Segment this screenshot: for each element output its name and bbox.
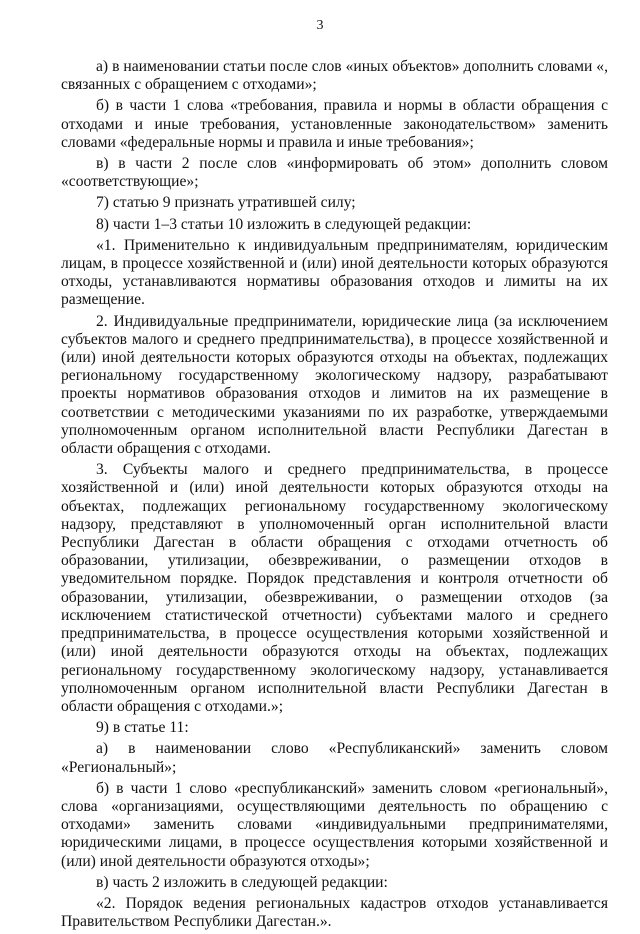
paragraph: в) в части 2 после слов «информировать об этом» дополнить словом «соответствующие»;: [61, 155, 608, 191]
paragraph: 3. Субъекты малого и среднего предпринимательства, в процессе хозяйственной и (или) иной деятельности которых образуются отходы на объектах, подлежащих региональному государственному экологическому надзору, представляют в уполномоченный орган исполнительной власти Республики Дагестан в области обращения с отходами отчетность об образовании, утилизации, обезвреживании, о размещении отходов в уведомительном порядке. Порядок представления и контроля отчетности об образовании, утилизации, обезвреживании, о размещении отходов (за исключением статистической отчетности) субъектами малого и среднего предпринимательства, в процессе осуществления которыми хозяйственной и (или) иной деятельности образуются отходы на объектах, подлежащих региональному государственному экологическому надзору, устанавливается уполномоченным органом исполнительной власти Республики Дагестан в области обращения с отходами.»;: [61, 461, 608, 715]
paragraph: б) в части 1 слова «требования, правила и нормы в области обращения с отходами и иные требования, установленные законодательством» заменить словами «федеральные нормы и правила и иные требования»;: [61, 97, 608, 151]
paragraph: б) в части 1 слово «республиканский» заменить словом «региональный», слова «организациями, осуществляющими деятельность по обращению с отходами» заменить словами «индивидуальными предпринимателями, юридическими лицами, в процессе осуществления которыми хозяйственной и (или) иной деятельности образуются отходы»;: [61, 779, 608, 870]
paragraph: 7) статью 9 признать утратившей силу;: [96, 194, 356, 212]
paragraph: а) в наименовании слово «Республиканский» заменить словом «Региональный»;: [61, 740, 608, 776]
paragraph: «2. Порядок ведения региональных кадастров отходов устанавливается Правительством Республики Дагестан.».: [61, 894, 608, 931]
paragraph: 2. Индивидуальные предприниматели, юридические лица (за исключением субъектов малого и среднего предпринимательства), в процессе хозяйственной и (или) иной деятельности которых образуются отходы на объектах, подлежащих региональному государственному экологическому надзору, разрабатывают проекты нормативов образования отходов и лимитов на их размещение в соответствии с методическими указаниями по их разработке, утверждаемыми уполномоченным органом исполнительной власти Республики Дагестан в области обращения с отходами.: [61, 312, 608, 458]
paragraph: а) в наименовании статьи после слов «иных объектов» дополнить словами «, связанных с обращением с отходами»;: [61, 58, 608, 94]
page-number: 3: [316, 18, 324, 33]
paragraph: 8) части 1–3 статьи 10 изложить в следующей редакции:: [96, 215, 472, 233]
paragraph: «1. Применительно к индивидуальным предпринимателям, юридическим лицам, в процессе хозяйственной и (или) иной деятельности которых образуются отходы, устанавливаются нормативы образования отходов и лимиты на их размещение.: [61, 236, 608, 309]
paragraph: 9) в статье 11:: [96, 719, 189, 737]
document-body: [61, 58, 608, 934]
paragraph: в) часть 2 изложить в следующей редакции:: [96, 873, 388, 891]
